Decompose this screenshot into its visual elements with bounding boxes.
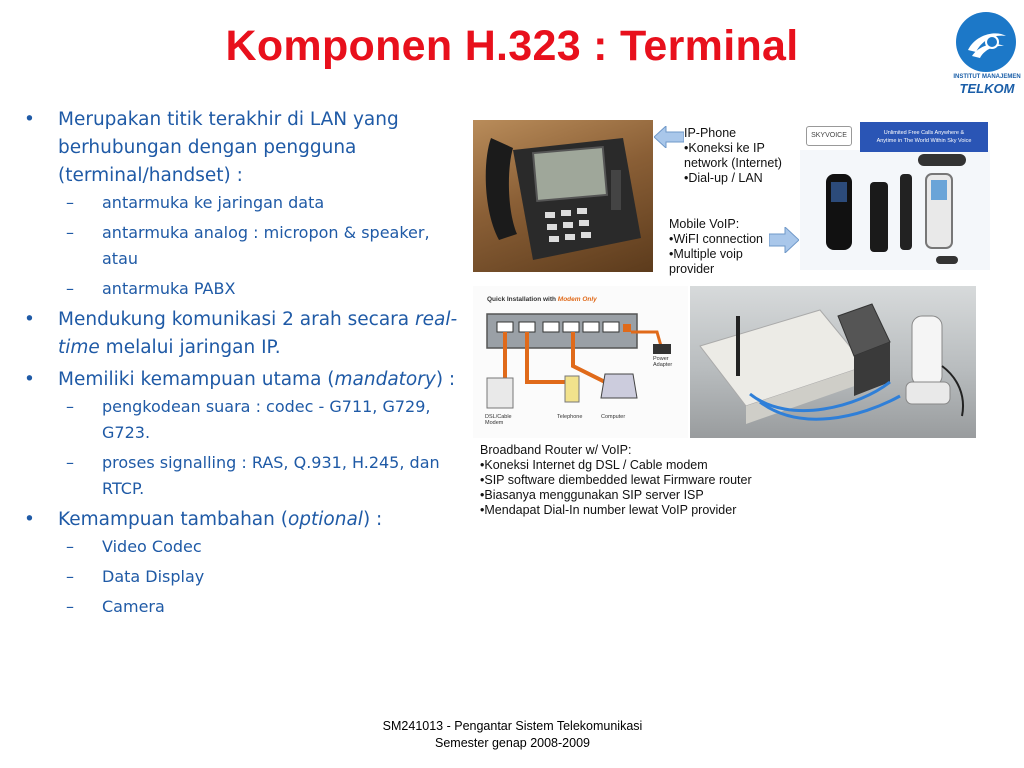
- dash-icon: –: [66, 397, 74, 416]
- bullet-text-post: ) :: [362, 509, 383, 530]
- logo-subtitle: INSTITUT MANAJEMEN: [953, 74, 1021, 80]
- dash-icon: –: [66, 567, 74, 586]
- skyvoice-ad: [800, 120, 990, 270]
- sub-bullet-item: [22, 594, 462, 620]
- sub-bullet-text: Video Codec: [102, 537, 202, 556]
- caption-line: •WiFI connection: [669, 232, 763, 246]
- sub-bullet-text: proses signalling : RAS, Q.931, H.245, dan RTCP.: [102, 453, 440, 498]
- router-caption: [473, 438, 990, 528]
- sub-bullet-text: antarmuka ke jaringan data: [102, 193, 325, 212]
- caption-line: •Biasanya menggunakan SIP server ISP: [480, 488, 704, 502]
- sub-bullet-text: pengkodean suara : codec - G711, G729, G723.: [102, 397, 431, 442]
- bullet-dot-icon: •: [24, 369, 35, 390]
- slide-title: Komponen H.323 : Terminal: [225, 22, 799, 70]
- dash-icon: –: [66, 537, 74, 556]
- caption-line: •Multiple voip: [669, 247, 743, 261]
- dash-icon: –: [66, 193, 74, 212]
- diagram-label: Telephone: [557, 414, 583, 420]
- bullet-item: [22, 366, 462, 394]
- bullet-text-pre: Kemampuan tambahan (: [58, 509, 288, 530]
- skyvoice-logo: SKYVOICE: [806, 126, 852, 146]
- bullet-text-em: optional: [287, 509, 363, 530]
- sub-bullet-text: antarmuka PABX: [102, 279, 236, 298]
- telkom-logo-mark: [956, 12, 1016, 72]
- sub-bullet-text: antarmuka analog : micropon & speaker, atau: [102, 223, 430, 268]
- footer-line: SM241013 - Pengantar Sistem Telekomunikasi: [382, 719, 643, 733]
- arrow-right-icon: [769, 227, 799, 253]
- slide-footer: [300, 718, 725, 752]
- sub-bullet-text: Data Display: [102, 567, 205, 586]
- bullet-text-post: melalui jaringan IP.: [99, 337, 281, 358]
- caption-line: IP-Phone: [684, 126, 737, 140]
- bullet-dot-icon: •: [24, 509, 35, 530]
- dash-icon: –: [66, 597, 74, 616]
- bullet-item: [22, 106, 462, 190]
- sub-bullet-item: [22, 190, 462, 216]
- bullet-text: Merupakan titik terakhir di LAN yang berhubungan dengan pengguna (terminal/handset) :: [58, 109, 399, 186]
- install-diagram: [473, 286, 688, 438]
- bullet-list: [22, 106, 462, 624]
- ip-phone-caption: [652, 122, 802, 212]
- sub-bullet-item: [22, 394, 462, 446]
- bullet-text-pre: Memiliki kemampuan utama (: [58, 369, 335, 390]
- banner-line: Unlimited Free Calls Anywhere &: [883, 130, 965, 136]
- diagram-label: Power Adapter: [653, 356, 673, 368]
- sub-bullet-text: Camera: [102, 597, 165, 616]
- bullet-item: [22, 506, 462, 534]
- router-photo: [690, 286, 976, 438]
- logo-name: TELKOM: [959, 81, 1015, 96]
- caption-line: •Koneksi Internet dg DSL / Cable modem: [480, 458, 708, 472]
- footer-line: Semester genap 2008-2009: [435, 736, 590, 750]
- bullet-dot-icon: •: [24, 309, 35, 330]
- diagram-label: DSL/Cable Modem: [485, 414, 512, 426]
- bullet-item: [22, 306, 462, 362]
- diagram-label: Computer: [601, 414, 626, 420]
- caption-line: •Mendapat Dial-In number lewat VoIP provider: [480, 503, 737, 517]
- dash-icon: –: [66, 223, 74, 242]
- caption-line: •SIP software diembedded lewat Firmware router: [480, 473, 752, 487]
- sub-bullet-item: [22, 534, 462, 560]
- ip-phone-photo: [473, 120, 653, 272]
- dash-icon: –: [66, 279, 74, 298]
- diagram-title: [487, 296, 597, 303]
- bullet-text-em: mandatory: [334, 369, 436, 390]
- caption-line: Broadband Router w/ VoIP:: [480, 443, 632, 457]
- sub-bullet-item: [22, 220, 462, 272]
- sub-bullet-item: [22, 276, 462, 302]
- dash-icon: –: [66, 453, 74, 472]
- diagram-title-em: Modem Only: [557, 296, 597, 303]
- diagram-title-pre: Quick Installation with: [487, 296, 558, 303]
- bullet-text-post: ) :: [435, 369, 456, 390]
- caption-line: •Dial-up / LAN: [684, 171, 763, 185]
- skyvoice-banner: [860, 122, 988, 152]
- bullet-text-em: real-time: [58, 309, 458, 358]
- caption-line: network (Internet): [684, 156, 782, 170]
- bullet-text-pre: Mendukung komunikasi 2 arah secara: [58, 309, 416, 330]
- caption-line: Mobile VoIP:: [669, 217, 740, 231]
- sub-bullet-item: [22, 564, 462, 590]
- sub-bullet-item: [22, 450, 462, 502]
- caption-line: •Koneksi ke IP: [684, 141, 765, 155]
- caption-line: provider: [669, 262, 715, 276]
- bullet-dot-icon: •: [24, 109, 35, 130]
- banner-line: Anytime in The World Within Sky Voice: [876, 138, 972, 144]
- telkom-logo: [952, 12, 1020, 96]
